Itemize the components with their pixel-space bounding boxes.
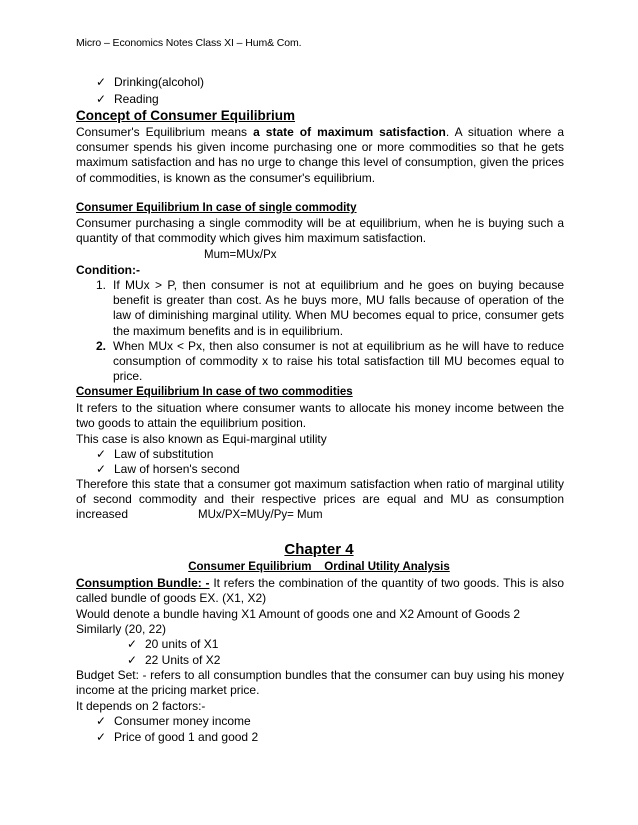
checkmark-icon: ✓ [96, 447, 107, 461]
paragraph: Therefore this state that a consumer got maximum satisfaction when ratio of marginal utility of second commodity and their respective prices are equal and MU as consumption increased [76, 477, 564, 522]
formula: Mum=MUx/Px [204, 249, 277, 261]
chapter-title: Chapter 4 [284, 541, 354, 558]
subsection-heading: Consumer Equilibrium In case of two commodities [76, 386, 353, 398]
text-line: Similarly (20, 22) [76, 622, 167, 636]
paragraph: Budget Set: - refers to all consumption bundles that the consumer can buy using his money income at the pricing market price. [76, 668, 564, 698]
formula: MUx/PX=MUy/Py= Mum [198, 509, 323, 521]
checkmark-icon: ✓ [96, 75, 107, 89]
paragraph: Consumer purchasing a single commodity will be at equilibrium, when he is buying such a quantity of that commodity which gives him maximum satisfaction. [76, 216, 564, 246]
text-line: It depends on 2 factors:- [76, 699, 206, 713]
list-item: ✓ Law of substitution [96, 447, 214, 461]
list-item: ✓ 22 Units of X2 [127, 653, 221, 667]
checkmark-icon: ✓ [96, 714, 107, 728]
checkmark-icon: ✓ [127, 653, 138, 667]
paragraph: Consumption Bundle: - It refers the combination of the quantity of two goods. This is also called bundle of goods EX. (X1, X2) [76, 576, 564, 606]
list-item: 2. When MUx < Px, then also consumer is not at equilibrium as he will have to reduce consumption of commodity x to raise his total satisfaction till MU becomes equal to price. [96, 339, 564, 384]
text-line: Would denote a bundle having X1 Amount of goods one and X2 Amount of Goods 2 [76, 607, 521, 621]
checkmark-icon: ✓ [96, 462, 107, 476]
page-header: Micro – Economics Notes Class XI – Hum& Com. [76, 37, 302, 49]
checkmark-icon: ✓ [127, 637, 138, 651]
text-line: This case is also known as Equi-marginal utility [76, 432, 327, 446]
list-item: 1. If MUx > P, then consumer is not at equilibrium and he goes on buying because benefit is greater than cost. As he buys more, MU falls because of operation of the law of diminishing marginal utility. When MU becomes equal to price, consumer gets the maximum benefits and is in equilibrium. [96, 278, 564, 338]
list-item: ✓ Price of good 1 and good 2 [96, 730, 259, 744]
list-item: ✓ Drinking(alcohol) [96, 75, 205, 89]
checkmark-icon: ✓ [96, 92, 107, 106]
section-heading: Concept of Consumer Equilibrium [76, 108, 296, 123]
paragraph: Consumer's Equilibrium means a state of maximum satisfaction. A situation where a consumer spends his given income purchasing one or more commodities so that he gets maximum satisfaction and has no urge to change this level of consumption, given the prices of commodities, is known as the consumer's equilibrium. [76, 125, 565, 185]
chapter-subtitle: Consumer Equilibrium _ Ordinal Utility Analysis [188, 561, 450, 573]
paragraph: It refers to the situation where consumer wants to allocate his money income between the two goods to attain the equilibrium position. [76, 401, 564, 431]
checkmark-icon: ✓ [96, 730, 107, 744]
list-item: ✓ Law of horsen's second [96, 462, 240, 476]
list-item: ✓ 20 units of X1 [127, 637, 219, 651]
subsection-heading: Consumer Equilibrium In case of single commodity [76, 202, 357, 214]
condition-label: Condition:- [76, 263, 140, 277]
list-item: ✓ Consumer money income [96, 714, 251, 728]
list-item: ✓ Reading [96, 92, 159, 106]
